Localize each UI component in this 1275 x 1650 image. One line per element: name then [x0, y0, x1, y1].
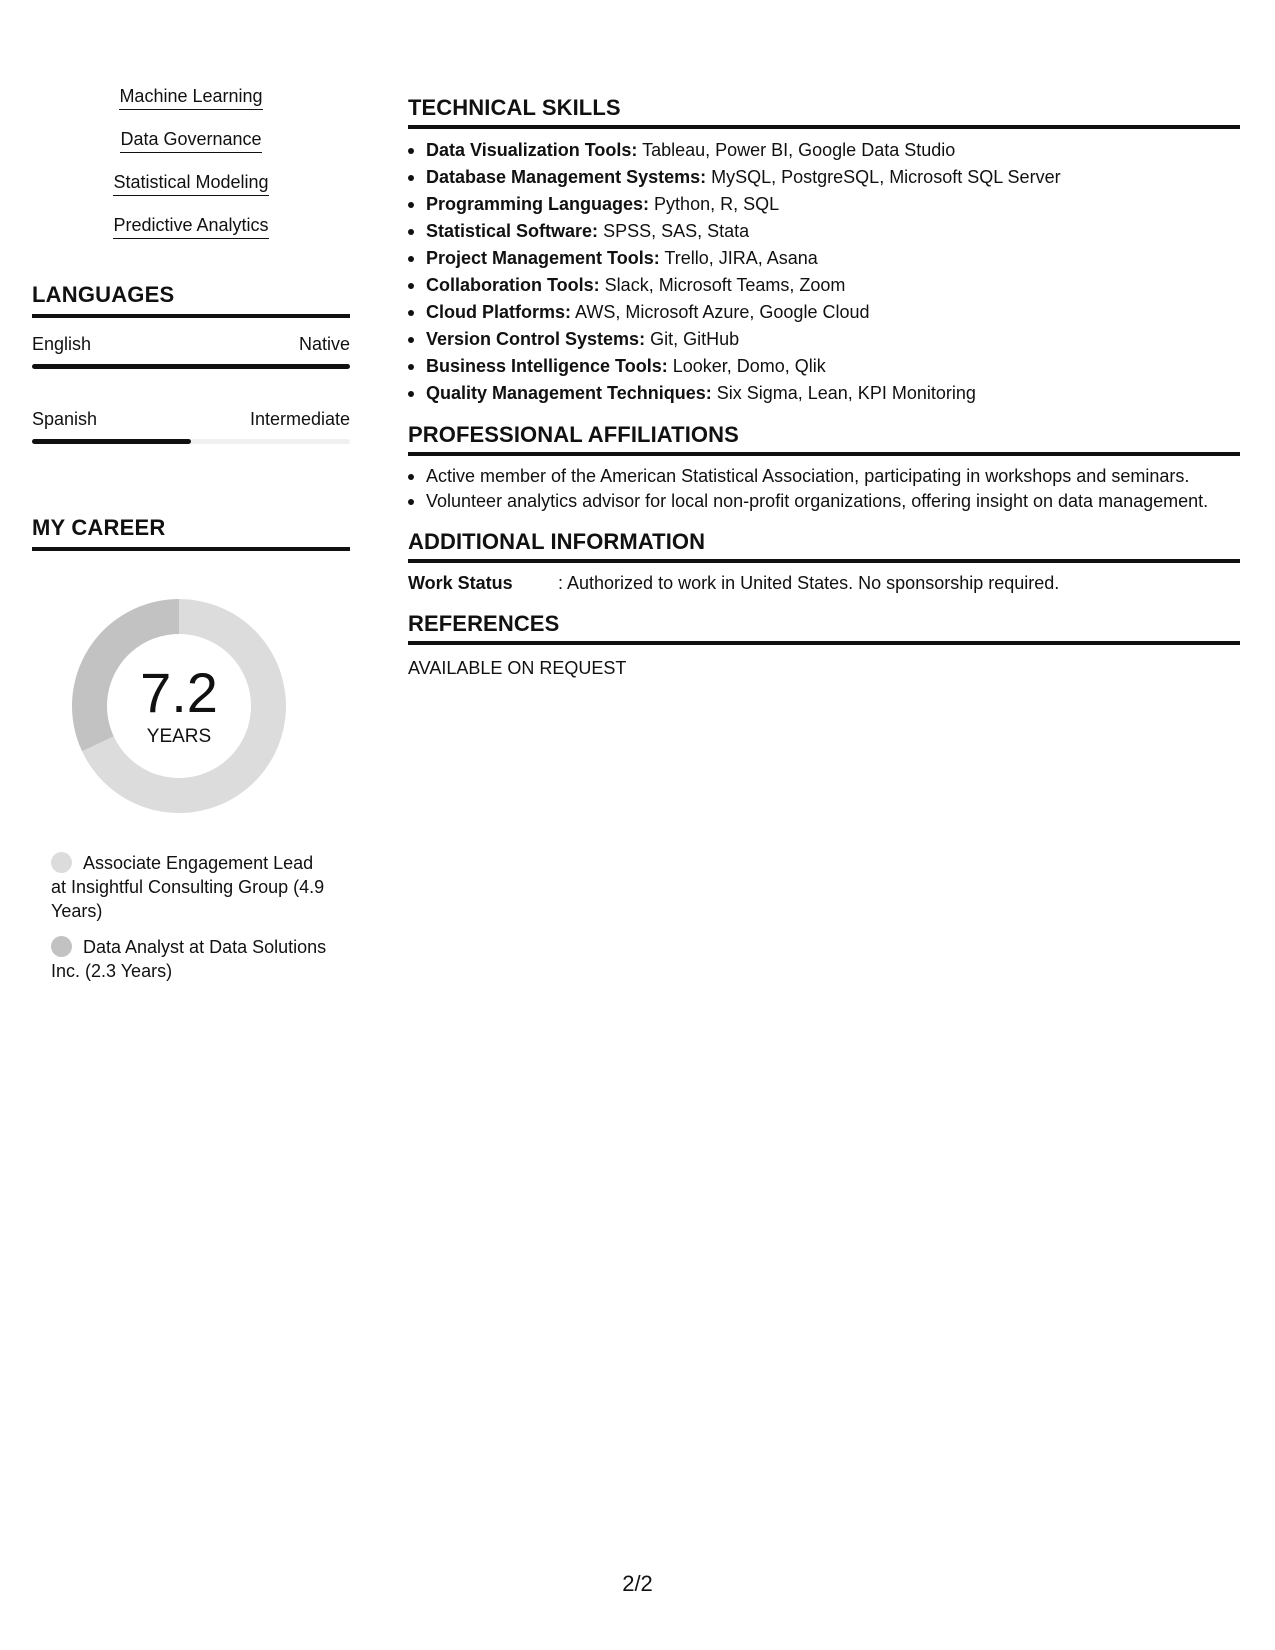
- skill-category: Database Management Systems:: [426, 167, 707, 187]
- list-item: [408, 137, 1240, 164]
- language-proficiency-bar: [32, 364, 350, 369]
- career-legend: [51, 851, 331, 983]
- list-item: [408, 245, 1240, 272]
- skill-category: Collaboration Tools:: [426, 275, 600, 295]
- skill-category: Data Visualization Tools:: [426, 140, 638, 160]
- language-name: English: [32, 334, 92, 354]
- technical-skills-list: [408, 137, 1240, 407]
- list-item: [408, 164, 1240, 191]
- language-level: Intermediate: [249, 409, 350, 429]
- additional-info-heading: ADDITIONAL INFORMATION: [408, 528, 1240, 563]
- skill-category: Programming Languages:: [426, 194, 650, 214]
- skill-values: Git, GitHub: [650, 329, 740, 349]
- career-section: [32, 514, 350, 983]
- language-proficiency-fill: [32, 439, 191, 444]
- skill-values: Python, R, SQL: [654, 194, 780, 214]
- technical-skills-section: [408, 94, 1240, 407]
- skill-category: Version Control Systems:: [426, 329, 646, 349]
- list-item: [408, 191, 1240, 218]
- language-level: Native: [298, 334, 350, 354]
- list-item: [408, 272, 1240, 299]
- references-text: AVAILABLE ON REQUEST: [408, 658, 627, 678]
- page-number: 2/2: [622, 1571, 653, 1596]
- skill-tag: Statistical Modeling: [113, 170, 268, 196]
- skill-tag: Predictive Analytics: [113, 213, 268, 239]
- skill-values: Six Sigma, Lean, KPI Monitoring: [716, 383, 976, 403]
- legend-dot-icon: [51, 852, 72, 873]
- references-heading: REFERENCES: [408, 610, 1240, 645]
- skill-values: Slack, Microsoft Teams, Zoom: [604, 275, 846, 295]
- references-section: [408, 610, 1240, 681]
- skill-category: Business Intelligence Tools:: [426, 356, 668, 376]
- career-heading: MY CAREER: [32, 514, 350, 551]
- work-status-row: [408, 571, 1240, 596]
- right-column: [408, 94, 1240, 695]
- list-item: Active member of the American Statistical Association, participating in workshops and seminars.: [408, 464, 1240, 489]
- donut-center: [64, 663, 294, 749]
- skill-category: Statistical Software:: [426, 221, 599, 241]
- skill-values: Trello, JIRA, Asana: [664, 248, 818, 268]
- list-item: [408, 299, 1240, 326]
- skill-category: Project Management Tools:: [426, 248, 660, 268]
- skill-values: SPSS, SAS, Stata: [603, 221, 750, 241]
- language-name: Spanish: [32, 409, 98, 429]
- legend-label: Data Analyst at Data Solutions Inc. (2.3 Years): [51, 937, 327, 981]
- list-item: [408, 326, 1240, 353]
- language-proficiency-fill: [32, 364, 350, 369]
- language-item: [32, 332, 350, 369]
- list-item: Volunteer analytics advisor for local non-profit organizations, offering insight on data management.: [408, 489, 1240, 514]
- career-legend-item: [51, 935, 331, 983]
- list-item: [408, 218, 1240, 245]
- language-proficiency-bar: [32, 439, 350, 444]
- language-item: [32, 407, 350, 444]
- left-column: [32, 84, 350, 995]
- affiliations-list: [408, 464, 1240, 514]
- languages-heading: LANGUAGES: [32, 281, 350, 318]
- skill-category: Cloud Platforms:: [426, 302, 572, 322]
- legend-dot-icon: [51, 936, 72, 957]
- affiliations-heading: PROFESSIONAL AFFILIATIONS: [408, 421, 1240, 456]
- career-legend-item: [51, 851, 331, 923]
- affiliations-section: [408, 421, 1240, 514]
- additional-info-section: [408, 528, 1240, 596]
- skill-values: Tableau, Power BI, Google Data Studio: [642, 140, 956, 160]
- skill-values: MySQL, PostgreSQL, Microsoft SQL Server: [711, 167, 1061, 187]
- career-donut-chart: [64, 591, 294, 821]
- skill-tag: Data Governance: [120, 127, 261, 153]
- skill-values: AWS, Microsoft Azure, Google Cloud: [575, 302, 870, 322]
- legend-label: Associate Engagement Lead at Insightful Consulting Group (4.9 Years): [51, 853, 325, 921]
- career-total-unit: YEARS: [146, 726, 212, 747]
- career-total-value: 7.2: [140, 661, 218, 724]
- languages-section: [32, 281, 350, 444]
- skill-category: Quality Management Techniques:: [426, 383, 712, 403]
- skill-tags: [32, 84, 350, 256]
- skill-tag: Machine Learning: [119, 84, 262, 110]
- list-item: [408, 353, 1240, 380]
- work-status-value: : Authorized to work in United States. No sponsorship required.: [558, 573, 1060, 593]
- skill-values: Looker, Domo, Qlik: [672, 356, 826, 376]
- technical-skills-heading: TECHNICAL SKILLS: [408, 94, 1240, 129]
- work-status-label: Work Status: [408, 573, 513, 593]
- list-item: [408, 380, 1240, 407]
